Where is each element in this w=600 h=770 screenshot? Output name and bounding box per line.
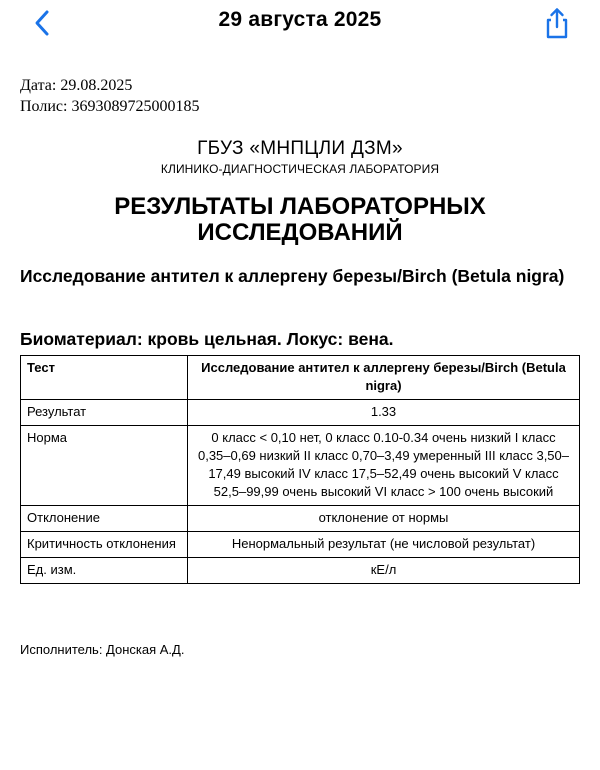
results-table [20,355,580,584]
header-label-cell: Тест [21,356,188,400]
policy-number: Полис: 3693089725000185 [20,98,200,115]
row-label: Результат [21,400,188,426]
table-row-result [21,400,580,426]
executor-line: Исполнитель: Донская А.Д. [20,642,185,657]
nav-title: 29 августа 2025 [218,8,382,31]
table-row-deviation [21,506,580,532]
table-row-criticality [21,532,580,558]
document-meta [20,75,199,117]
table-row-norm [21,426,580,506]
share-button[interactable] [541,6,573,40]
table-header-row [21,356,580,400]
row-value: Ненормальный результат (не числовой результат) [188,532,580,558]
organization-name: ГБУЗ «МНПЦЛИ ДЗМ» [197,138,403,159]
row-label: Норма [21,426,188,506]
row-value: 0 класс < 0,10 нет, 0 класс 0.10-0.34 очень низкий I класс 0,35–0,69 низкий II класс 0,70–3,49 умеренный III класс 3,50–17,49 высокий IV класс 17,5–52,49 очень высокий V класс 52,5–99,99 очень высокий VI класс > 100 очень высокий [188,426,580,506]
organization-subtitle: КЛИНИКО-ДИАГНОСТИЧЕСКАЯ ЛАБОРАТОРИЯ [160,162,440,176]
table-row-units [21,558,580,584]
row-value: 1.33 [188,400,580,426]
document-date: Дата: 29.08.2025 [20,77,133,94]
nav-bar [0,0,600,46]
study-title: Исследование антител к аллергену березы/Birch (Betula nigra) [20,266,565,286]
row-label: Ед. изм. [21,558,188,584]
document-title: РЕЗУЛЬТАТЫ ЛАБОРАТОРНЫХ ИССЛЕДОВАНИЙ [114,193,486,246]
row-label: Критичность отклонения [21,532,188,558]
biomaterial-line: Биоматериал: кровь цельная. Локус: вена. [20,329,394,349]
header-value-cell: Исследование антител к аллергену березы/Birch (Betula nigra) [188,356,580,400]
share-icon [541,6,573,40]
row-value: кЕ/л [188,558,580,584]
row-value: отклонение от нормы [188,506,580,532]
row-label: Отклонение [21,506,188,532]
